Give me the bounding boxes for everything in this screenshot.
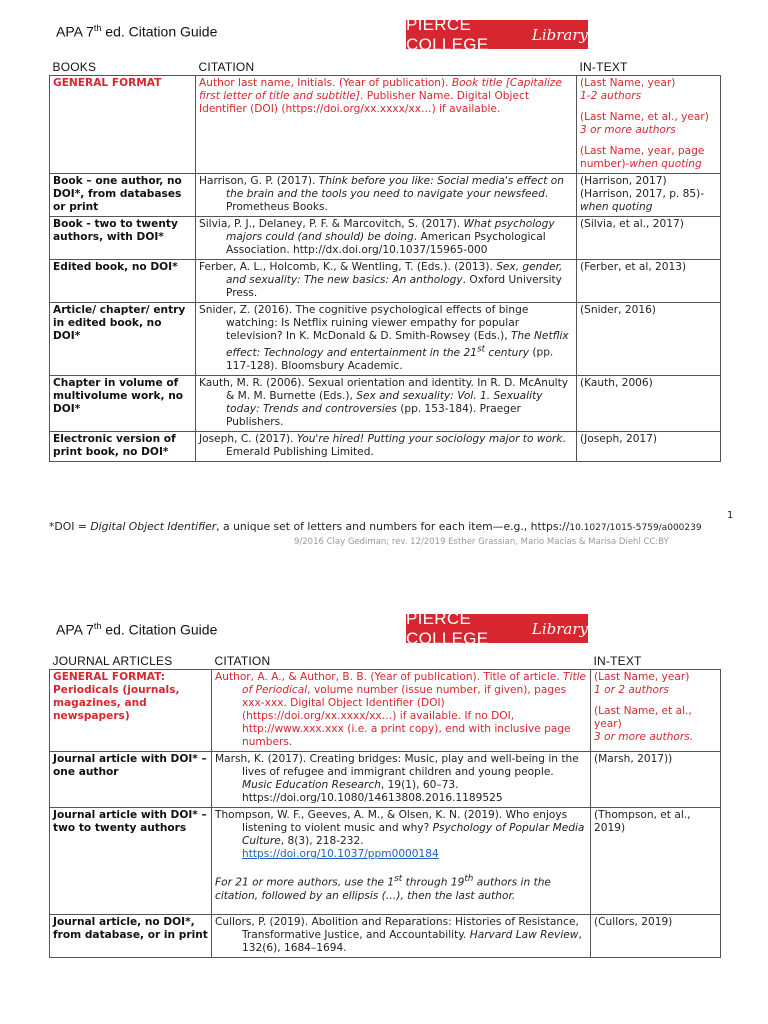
in-text-cell: (Last Name, year) 1-2 authors (Last Name, et al., year) 3 or more authors (Last Name, year, page number)-when quoting	[577, 76, 721, 174]
column-header-books: BOOKS	[52, 60, 97, 74]
in-text-cell: (Silvia, et al., 2017)	[577, 217, 721, 260]
table-row	[50, 303, 721, 376]
in-text-cell: (Ferber, et al, 2013)	[577, 260, 721, 303]
in-text-cell: (Marsh, 2017))	[591, 752, 721, 808]
table-row-general-format	[50, 76, 721, 174]
in-text-cell: (Harrison, 2017) (Harrison, 2017, p. 85)-when quoting	[577, 174, 721, 217]
row-label: GENERAL FORMAT	[50, 76, 196, 174]
row-label: Electronic version of print book, no DOI*	[50, 431, 196, 461]
row-label: Article/ chapter/ entry in edited book, no DOI*	[50, 303, 196, 376]
in-text-cell: (Kauth, 2006)	[577, 375, 721, 431]
row-label: Chapter in volume of multivolume work, no DOI*	[50, 375, 196, 431]
pierce-college-library-logo: PIERCE COLLEGE Library	[406, 608, 588, 648]
column-header-citation: CITATION	[198, 60, 255, 74]
credit-line: 9/2016 Clay Gediman; rev. 12/2019 Esther Grassian, Mario Macias & Marisa Diehl CC:BY	[294, 537, 669, 547]
table-row	[50, 431, 721, 461]
citation-cell: Author, A. A., & Author, B. B. (Year of publication). Title of article. Title of Periodical, volume number (issue number, if given), pages xxx-xxx. Digital Object Identifier (DOI) (https://doi.org/xx.xxxx/xx…) if available. If no DOI, http://www.xxx.xxx (i.e. a print copy), end with inclusive page numbers.	[212, 670, 591, 752]
citation-cell: Ferber, A. L., Holcomb, K., & Wentling, T. (Eds.). (2013). Sex, gender, and sexuality: The new basics: An anthology. Oxford University Press.	[196, 260, 577, 303]
table-header-row	[50, 655, 721, 670]
table-row-general-format	[50, 670, 721, 752]
in-text-cell: (Last Name, year) 1 or 2 authors (Last Name, et al., year) 3 or more authors.	[591, 670, 721, 752]
citation-cell: Cullors, P. (2019). Abolition and Reparations: Histories of Resistance, Transformative Justice, and Accountability. Harvard Law Review, 132(6), 1684–1694.	[212, 914, 591, 957]
page-title: APA 7th ed. Citation Guide	[56, 621, 218, 638]
citation-cell: Snider, Z. (2016). The cognitive psychological effects of binge watching: Is Netflix ruining viewer empathy for popular television? In K. McDonald & D. Smith-Rowsey (Eds.), The Netflix effect: Technology and entertainment in the 21st century (pp. 117-128). Bloomsbury Academic.	[196, 303, 577, 376]
page-2	[0, 600, 768, 1024]
table-row	[50, 174, 721, 217]
citation-cell: Thompson, W. F., Geeves, A. M., & Olsen, K. N. (2019). Who enjoys listening to violent music and why? Psychology of Popular Media Culture, 8(3), 218-232. https://doi.org/10.1037/ppm0000184 For 21 or more authors, use the 1st through 19th authors in the citation, followed by an ellipsis (…), then the last author.	[212, 808, 591, 915]
table-row	[50, 217, 721, 260]
citation-cell: Silvia, P. J., Delaney, P. F. & Marcovitch, S. (2017). What psychology majors could (and should) be doing. American Psychological Association. http://dx.doi.org/10.1037/15965-000	[196, 217, 577, 260]
doi-link[interactable]: https://doi.org/10.1037/ppm0000184	[242, 848, 439, 860]
in-text-cell: (Joseph, 2017)	[577, 431, 721, 461]
pierce-college-library-logo: PIERCE COLLEGE Library	[406, 14, 588, 54]
journal-articles-citation-table	[49, 655, 721, 958]
page-number: 1	[727, 510, 734, 521]
row-label: Journal article, no DOI*, from database, or in print	[50, 914, 212, 957]
row-label: Book - two to twenty authors, with DOI*	[50, 217, 196, 260]
row-label: Journal article with DOI* – one author	[50, 752, 212, 808]
table-row	[50, 260, 721, 303]
table-row	[50, 752, 721, 808]
in-text-cell: (Snider, 2016)	[577, 303, 721, 376]
column-header-journal-articles: JOURNAL ARTICLES	[52, 654, 173, 668]
row-label: Journal article with DOI* – two to twenty authors	[50, 808, 212, 915]
page-title: APA 7th ed. Citation Guide	[56, 23, 218, 40]
row-label: GENERAL FORMAT: Periodicals (journals, magazines, and newspapers)	[50, 670, 212, 752]
table-row	[50, 914, 721, 957]
table-row	[50, 808, 721, 915]
citation-cell: Harrison, G. P. (2017). Think before you like: Social media's effect on the brain and the tools you need to navigate your newsfeed. Prometheus Books.	[196, 174, 577, 217]
column-header-citation: CITATION	[214, 654, 271, 668]
in-text-cell: (Cullors, 2019)	[591, 914, 721, 957]
citation-cell: Author last name, Initials. (Year of publication). Book title [Capitalize first letter of title and subtitle]. Publisher Name. Digital Object Identifier (DOI) (https://doi.org/xx.xxxx/xx…) if available.	[196, 76, 577, 174]
citation-cell: Marsh, K. (2017). Creating bridges: Music, play and well-being in the lives of refugee and immigrant children and young people. Music Education Research, 19(1), 60–73. https://doi.org/10.1080/14613808.2016.1189525	[212, 752, 591, 808]
table-header-row	[50, 61, 721, 76]
citation-cell: Joseph, C. (2017). You're hired! Putting your sociology major to work. Emerald Publishing Limited.	[196, 431, 577, 461]
column-header-in-text: IN-TEXT	[579, 60, 628, 74]
citation-cell: Kauth, M. R. (2006). Sexual orientation and identity. In R. D. McAnulty & M. M. Burnette (Eds.), Sex and sexuality: Vol. 1. Sexuality today: Trends and controversies (pp. 153-184). Praeger Publishers.	[196, 375, 577, 431]
in-text-cell: (Thompson, et al., 2019)	[591, 808, 721, 915]
books-citation-table	[49, 61, 721, 462]
table-row	[50, 375, 721, 431]
row-label: Book – one author, no DOI*, from databases or print	[50, 174, 196, 217]
row-label: Edited book, no DOI*	[50, 260, 196, 303]
column-header-in-text: IN-TEXT	[593, 654, 642, 668]
doi-footnote: *DOI = Digital Object Identifier, a unique set of letters and numbers for each item—e.g., https://10.1027/1015-5759/a000239	[49, 520, 702, 533]
